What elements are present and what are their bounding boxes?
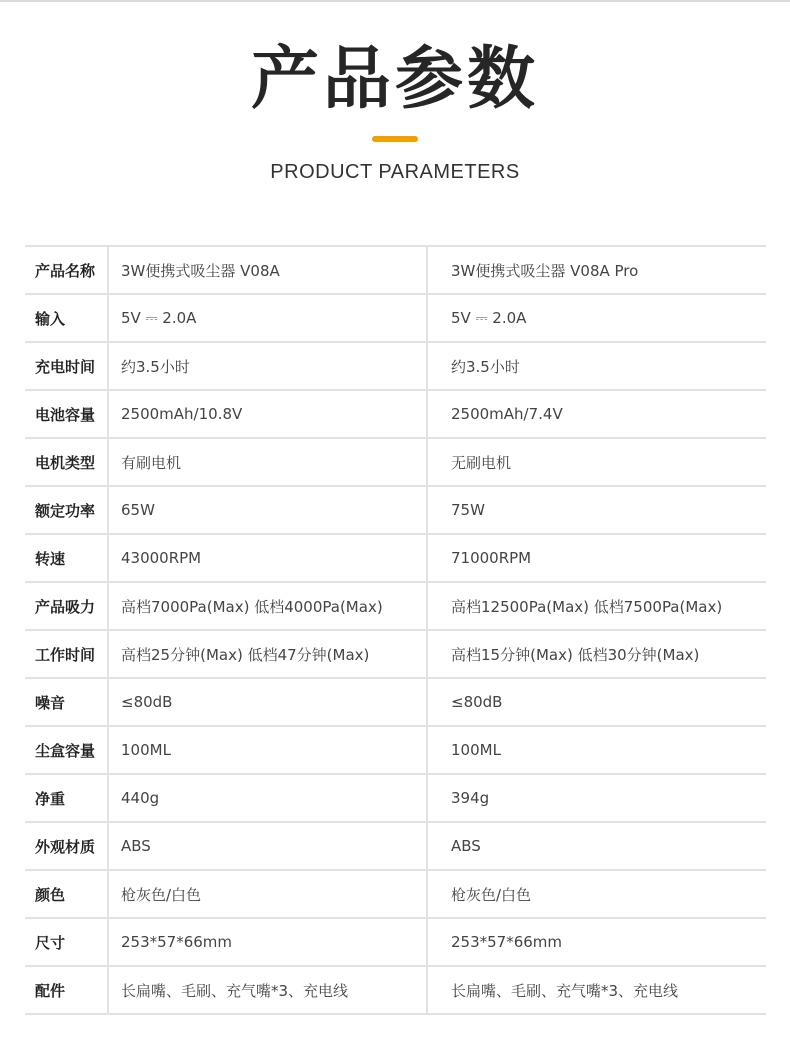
spec-label: 外观材质 <box>25 823 109 869</box>
table-row <box>25 247 766 295</box>
spec-value-v08a-pro: 2500mAh/7.4V <box>451 405 563 423</box>
spec-label: 电机类型 <box>25 439 109 485</box>
spec-label: 尘盒容量 <box>25 727 109 773</box>
spec-label: 工作时间 <box>25 631 109 677</box>
page-subtitle: PRODUCT PARAMETERS <box>270 161 520 183</box>
spec-value-v08a-pro: 无刷电机 <box>451 453 512 472</box>
title-accent-bar <box>372 136 418 142</box>
spec-value-v08a: 高档7000Pa(Max) 低档4000Pa(Max) <box>109 583 428 629</box>
spec-value-v08a: 长扁嘴、毛刷、充气嘴*3、充电线 <box>109 967 428 1013</box>
table-row <box>25 295 766 343</box>
spec-value-v08a: ABS <box>109 823 428 869</box>
spec-value-v08a: 43000RPM <box>109 535 428 581</box>
spec-table <box>25 245 766 1015</box>
spec-value-v08a: 高档25分钟(Max) 低档47分钟(Max) <box>109 631 428 677</box>
spec-label: 尺寸 <box>25 919 109 965</box>
table-row <box>25 727 766 775</box>
spec-label: 额定功率 <box>25 487 109 533</box>
spec-value-v08a-pro: 75W <box>451 501 485 519</box>
spec-label: 产品名称 <box>25 247 109 293</box>
spec-value-v08a-pro: 长扁嘴、毛刷、充气嘴*3、充电线 <box>451 981 679 1000</box>
spec-label: 噪音 <box>25 679 109 725</box>
table-row <box>25 487 766 535</box>
spec-value-v08a-pro: 71000RPM <box>451 549 532 567</box>
page-title: 产品参数 <box>250 40 539 119</box>
table-row <box>25 583 766 631</box>
spec-value-v08a-pro: 约3.5小时 <box>451 357 520 376</box>
spec-label: 转速 <box>25 535 109 581</box>
table-row <box>25 631 766 679</box>
spec-value-v08a: 约3.5小时 <box>109 343 428 389</box>
spec-value-v08a-pro: 100ML <box>451 741 501 759</box>
spec-value-v08a: ≤80dB <box>109 679 428 725</box>
spec-label: 产品吸力 <box>25 583 109 629</box>
table-row <box>25 439 766 487</box>
spec-value-v08a-pro: 5V ⎓ 2.0A <box>451 309 527 327</box>
table-row <box>25 391 766 439</box>
spec-value-v08a: 3W便携式吸尘器 V08A <box>109 247 428 293</box>
spec-value-v08a: 440g <box>109 775 428 821</box>
spec-label: 电池容量 <box>25 391 109 437</box>
spec-value-v08a: 枪灰色/白色 <box>109 871 428 917</box>
spec-value-v08a: 有刷电机 <box>109 439 428 485</box>
table-row <box>25 919 766 967</box>
spec-label: 配件 <box>25 967 109 1013</box>
spec-value-v08a-pro: 3W便携式吸尘器 V08A Pro <box>451 261 639 280</box>
spec-label: 颜色 <box>25 871 109 917</box>
spec-value-v08a: 65W <box>109 487 428 533</box>
table-row <box>25 823 766 871</box>
spec-value-v08a: 2500mAh/10.8V <box>109 391 428 437</box>
spec-value-v08a-pro: ≤80dB <box>451 693 503 711</box>
table-row <box>25 343 766 391</box>
table-row <box>25 871 766 919</box>
spec-value-v08a-pro: 253*57*66mm <box>451 933 563 951</box>
spec-value-v08a: 5V ⎓ 2.0A <box>109 295 428 341</box>
spec-value-v08a-pro: 394g <box>451 789 490 807</box>
table-row <box>25 535 766 583</box>
spec-value-v08a-pro: 枪灰色/白色 <box>451 885 532 904</box>
spec-value-v08a: 253*57*66mm <box>109 919 428 965</box>
spec-value-v08a: 100ML <box>109 727 428 773</box>
table-row <box>25 775 766 823</box>
table-row <box>25 679 766 727</box>
spec-value-v08a-pro: 高档15分钟(Max) 低档30分钟(Max) <box>451 645 700 664</box>
top-divider <box>0 0 790 2</box>
spec-label: 充电时间 <box>25 343 109 389</box>
spec-label: 输入 <box>25 295 109 341</box>
spec-value-v08a-pro: ABS <box>451 837 481 855</box>
spec-value-v08a-pro: 高档12500Pa(Max) 低档7500Pa(Max) <box>451 597 723 616</box>
table-row <box>25 967 766 1015</box>
spec-label: 净重 <box>25 775 109 821</box>
